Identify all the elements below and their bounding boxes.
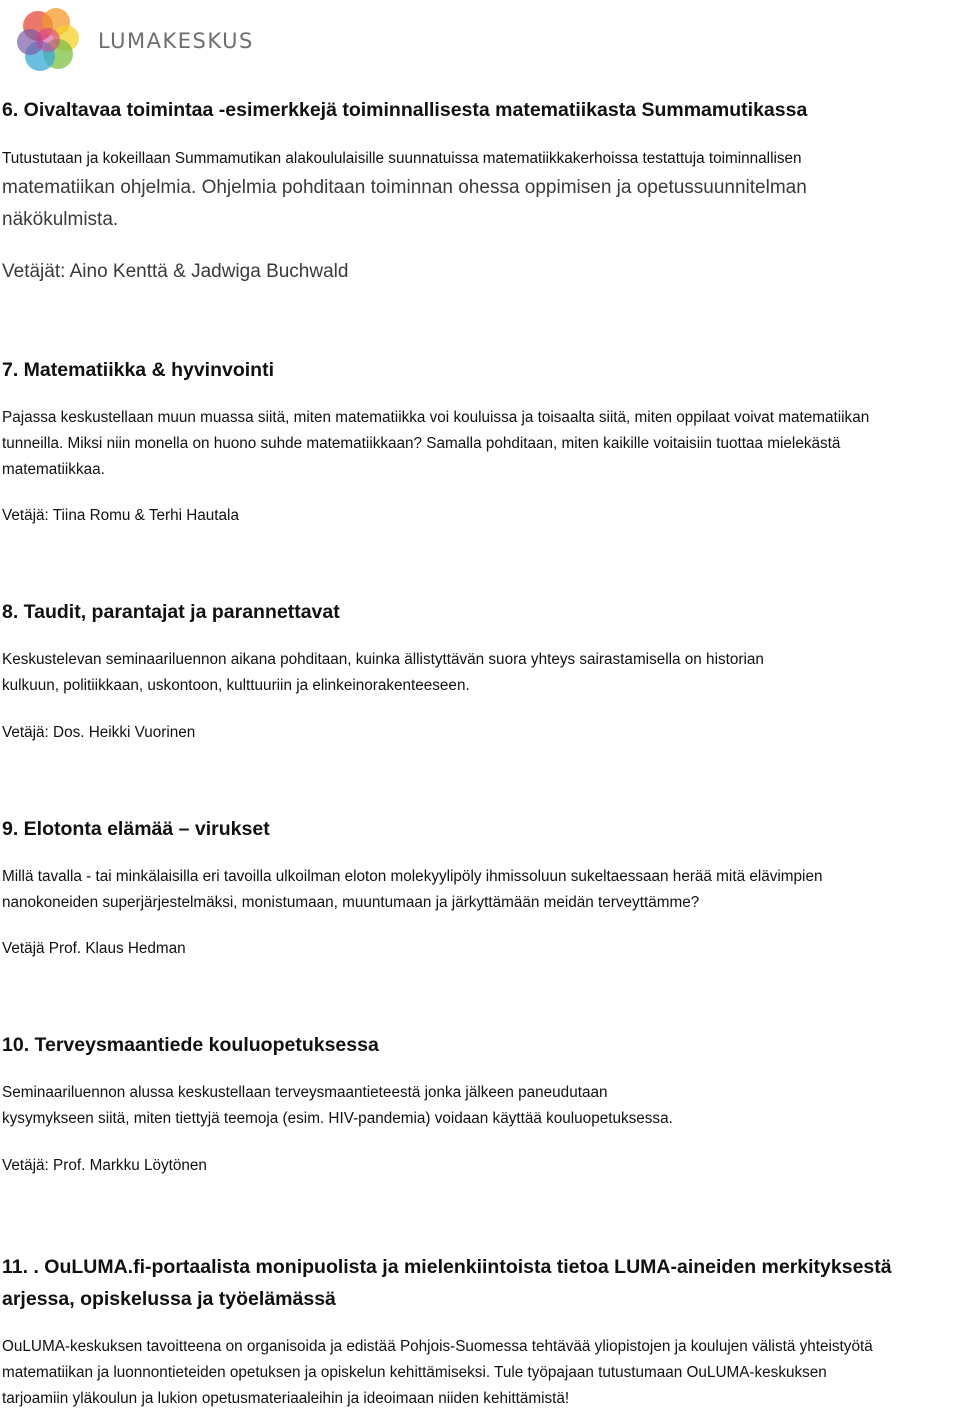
section-8 — [2, 596, 960, 628]
section-text-line: Pajassa keskustellaan muun muassa siitä, miten matematiikka voi kouluissa ja toisaalta siitä, miten oppilaat voivat matematiikan — [2, 409, 870, 426]
section-10-body — [2, 1080, 960, 1132]
section-heading: 9. Elotonta elämää – virukset — [2, 818, 270, 840]
section-6-body-large — [2, 172, 960, 236]
section-8-body — [2, 647, 960, 699]
section-leader: Vetäjä: Prof. Markku Löytönen — [2, 1157, 207, 1174]
section-7-body — [2, 405, 960, 483]
section-leader: Vetäjät: Aino Kenttä & Jadwiga Buchwald — [2, 261, 349, 282]
section-8-leader — [2, 720, 960, 746]
section-6-leader — [2, 256, 960, 288]
section-11-body — [2, 1334, 960, 1412]
section-text-line: matematiikan ohjelmia. Ohjelmia pohditaan toiminnan ohessa oppimisen ja opetussuunnitelman — [2, 177, 807, 198]
section-text-line: tarjoamiin yläkoulun ja lukion opetusmateriaaleihin ja ideoimaan niiden kehittämistä! — [2, 1390, 570, 1407]
section-leader: Vetäjä Prof. Klaus Hedman — [2, 940, 186, 957]
section-text-line: Keskustelevan seminaariluennon aikana pohditaan, kuinka ällistyttävän suora yhteys sairastamisella on historian — [2, 651, 764, 668]
section-text-line: Tutustutaan ja kokeillaan Summamutikan alakoululaisille suunnatuissa matematiikkakerhoissa testattuja toiminnallisen — [2, 150, 802, 167]
logo-text: LUMAKESKUS — [98, 29, 254, 53]
section-text-line: Seminaariluennon alussa keskustellaan terveysmaantieteestä jonka jälkeen paneudutaan — [2, 1084, 608, 1101]
section-text-line: Millä tavalla - tai minkälaisilla eri tavoilla ulkoilman eloton molekyylipöly ihmissoluun sukeltaessaan herää mitä elävimpien — [2, 868, 823, 885]
section-text-line: nanokoneiden superjärjestelmäksi, monistumaan, muuntumaan ja järkyttämään meidän terveyttämme? — [2, 894, 700, 911]
section-6-body — [2, 146, 960, 172]
section-7-leader — [2, 503, 960, 529]
section-9 — [2, 813, 960, 845]
section-text-line: kysymykseen siitä, miten tiettyjä teemoja (esim. HIV-pandemia) voidaan käyttää kouluopetuksessa. — [2, 1110, 673, 1127]
section-text-line: näkökulmista. — [2, 209, 119, 230]
section-heading: 10. Terveysmaantiede kouluopetuksessa — [2, 1034, 379, 1056]
section-7 — [2, 354, 960, 386]
section-heading: arjessa, opiskelussa ja työelämässä — [2, 1288, 336, 1310]
section-heading: 6. Oivaltavaa toimintaa -esimerkkejä toiminnallisesta matematiikasta Summamutikassa — [2, 99, 808, 121]
section-heading: 8. Taudit, parantajat ja parannettavat — [2, 601, 340, 623]
section-10 — [2, 1029, 960, 1061]
section-text-line: matematiikan ja luonnontieteiden opetuksen ja opiskelun kehittämiseksi. Tule työpajaan tutustumaan OuLUMA-keskuksen — [2, 1364, 827, 1381]
section-6 — [2, 94, 960, 126]
section-11 — [2, 1251, 960, 1315]
section-text-line: OuLUMA-keskuksen tavoitteena on organisoida ja edistää Pohjois-Suomessa tehtävää yliopistojen ja koulujen välistä yhteistyötä — [2, 1338, 873, 1355]
luma-circles-logo-icon — [14, 4, 86, 76]
section-text-line: tunneilla. Miksi niin monella on huono suhde matematiikkaan? Samalla pohditaan, miten kaikille voitaisiin tuottaa mielekästä — [2, 435, 841, 452]
section-9-body — [2, 864, 960, 916]
section-leader: Vetäjä: Dos. Heikki Vuorinen — [2, 724, 196, 741]
lumakeskus-logo — [14, 4, 254, 76]
section-10-leader — [2, 1153, 960, 1179]
section-text-line: kulkuun, politiikkaan, uskontoon, kulttuuriin ja elinkeinorakenteeseen. — [2, 677, 470, 694]
section-heading: 7. Matematiikka & hyvinvointi — [2, 359, 275, 381]
section-leader: Vetäjä: Tiina Romu & Terhi Hautala — [2, 507, 239, 524]
section-9-leader — [2, 936, 960, 962]
section-heading: 11. . OuLUMA.fi-portaalista monipuolista ja mielenkiintoista tietoa LUMA-aineiden merkityksestä — [2, 1256, 892, 1278]
section-text-line: matematiikkaa. — [2, 461, 105, 478]
